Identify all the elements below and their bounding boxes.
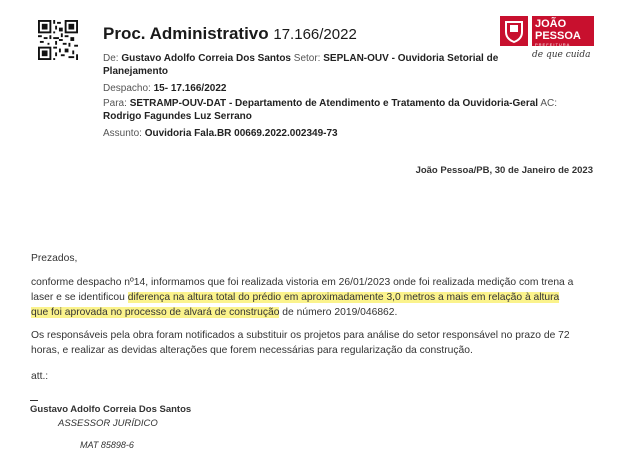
title-label: Proc. Administrativo — [103, 24, 269, 43]
logo-tagline: de que cuida — [532, 50, 591, 60]
meta-to: Para: SETRAMP-OUV-DAT - Departamento de Atendimento e Tratamento da Ouvidoria-Geral AC: Rodrigo Fagundes Luz Serrano — [103, 98, 557, 122]
meta-from: De: Gustavo Adolfo Correia Dos Santos Setor: SEPLAN-OUV - Ouvidoria Setorial de Planejamento — [103, 53, 499, 77]
logo-wordmark: JOÃO PESSOA PREFEITURA — [532, 16, 594, 46]
meta-subject: Assunto: Ouvidoria Fala.BR 00669.2022.002349-73 — [103, 128, 338, 139]
signer-role: ASSESSOR JURÍDICO — [58, 418, 158, 429]
process-number: 17.166/2022 — [273, 26, 357, 43]
closing: att.: — [31, 371, 49, 382]
coat-of-arms-icon — [500, 16, 528, 46]
date-line: João Pessoa/PB, 30 de Janeiro de 2023 — [415, 165, 593, 176]
greeting: Prezados, — [31, 253, 78, 264]
signature-line — [30, 400, 38, 401]
signer-name: Gustavo Adolfo Correia Dos Santos — [30, 404, 192, 415]
paragraph-2: Os responsáveis pela obra foram notificados a substituir os projetos para análise do setor responsável no prazo de 72 horas, e realizar as devidas alterações que forem necessárias para regularização da construção. — [31, 330, 570, 356]
qr-code — [38, 20, 78, 60]
page-title — [103, 24, 357, 44]
paragraph-1: conforme despacho nº14, informamos que foi realizada vistoria em 26/01/2023 onde foi realizada medição com trena a laser e se identificou diferença na altura total do prédio em aproximadamente 3,0 metros a mais em relação à altura que foi aprovada no processo de alvará de construção de número 2019/046862. — [31, 277, 574, 318]
highlight-text: que foi aprovada no processo de alvará de construção — [31, 307, 280, 318]
joao-pessoa-logo — [498, 16, 596, 66]
highlight-text: diferença na altura total do prédio em aproximadamente 3,0 metros a mais em relação à altura — [127, 292, 560, 303]
meta-despacho: Despacho: 15- 17.166/2022 — [103, 83, 227, 94]
signer-mat: MAT 85898-6 — [80, 440, 134, 450]
